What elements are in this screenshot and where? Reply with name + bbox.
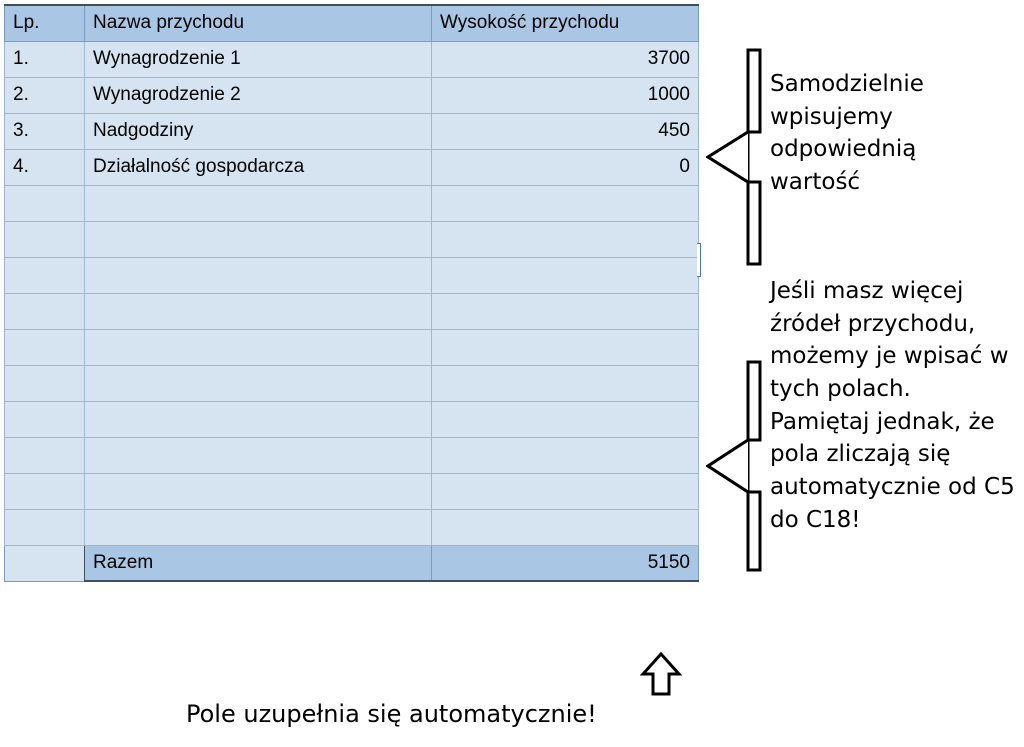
cell-lp[interactable]: 2. [5, 77, 85, 113]
cell-name[interactable] [85, 185, 432, 221]
cell-value[interactable] [432, 257, 699, 293]
total-cell-lp [5, 545, 85, 581]
total-value: 5150 [432, 545, 699, 581]
cell-value[interactable]: 0 [432, 149, 699, 185]
table-row[interactable] [5, 401, 699, 437]
cell-value[interactable] [432, 221, 699, 257]
cell-name[interactable] [85, 473, 432, 509]
annotation-side-text: Jeśli masz więcej źródeł przychodu, możemy je wpisać w tych polach. Pamiętaj jednak, że pola zliczają się automatycznie od C5 do C18! [770, 278, 1015, 533]
cell-name[interactable]: Wynagrodzenie 1 [85, 41, 432, 77]
cell-name[interactable] [85, 437, 432, 473]
table-row[interactable] [5, 293, 699, 329]
cell-value[interactable] [432, 293, 699, 329]
cell-lp[interactable] [5, 401, 85, 437]
cell-name[interactable]: Wynagrodzenie 2 [85, 77, 432, 113]
table-total-row[interactable] [5, 545, 699, 581]
cell-lp[interactable] [5, 437, 85, 473]
table-row[interactable] [5, 113, 699, 149]
table-row[interactable] [5, 221, 699, 257]
cell-value[interactable]: 450 [432, 113, 699, 149]
cell-name[interactable] [85, 509, 432, 545]
table-row[interactable] [5, 329, 699, 365]
table-row[interactable] [5, 41, 699, 77]
cell-lp[interactable] [5, 257, 85, 293]
cell-value[interactable] [432, 437, 699, 473]
cell-lp[interactable] [5, 185, 85, 221]
column-header-value: Wysokość przychodu [432, 5, 699, 41]
callout-arrow-side [706, 360, 762, 572]
table-row[interactable] [5, 509, 699, 545]
cell-lp[interactable]: 4. [5, 149, 85, 185]
cell-value[interactable]: 3700 [432, 41, 699, 77]
cell-name[interactable]: Działalność gospodarcza [85, 149, 432, 185]
cell-lp[interactable] [5, 293, 85, 329]
cell-name[interactable] [85, 257, 432, 293]
table-row[interactable] [5, 437, 699, 473]
cell-lp[interactable]: 3. [5, 113, 85, 149]
table-row[interactable] [5, 257, 699, 293]
table-row[interactable] [5, 473, 699, 509]
cell-lp[interactable] [5, 365, 85, 401]
cell-value[interactable]: 1000 [432, 77, 699, 113]
table-row[interactable] [5, 149, 699, 185]
cell-name[interactable] [85, 221, 432, 257]
cell-lp[interactable] [5, 329, 85, 365]
cell-lp[interactable] [5, 509, 85, 545]
income-table-body [5, 5, 699, 581]
column-header-name: Nazwa przychodu [85, 5, 432, 41]
cell-value[interactable] [432, 185, 699, 221]
callout-arrow-top [706, 48, 762, 266]
cell-value[interactable] [432, 509, 699, 545]
cell-value[interactable] [432, 329, 699, 365]
column-header-lp: Lp. [5, 5, 85, 41]
table-header-row [5, 5, 699, 41]
cell-value[interactable] [432, 473, 699, 509]
cell-value[interactable] [432, 365, 699, 401]
selected-cell-edge-marker [697, 243, 701, 277]
table-row[interactable] [5, 77, 699, 113]
table-row[interactable] [5, 185, 699, 221]
cell-lp[interactable] [5, 473, 85, 509]
annotation-top-text: Samodzielnie wpisujemy odpowiednią wartość [770, 71, 924, 195]
cell-value[interactable] [432, 401, 699, 437]
cell-name[interactable] [85, 401, 432, 437]
cell-name[interactable]: Nadgodziny [85, 113, 432, 149]
table-row[interactable] [5, 365, 699, 401]
income-table[interactable] [4, 4, 699, 582]
callout-arrow-up [640, 652, 682, 696]
total-label: Razem [85, 545, 432, 581]
cell-name[interactable] [85, 329, 432, 365]
cell-lp[interactable]: 1. [5, 41, 85, 77]
cell-lp[interactable] [5, 221, 85, 257]
annotation-bottom-text: Pole uzupełnia się automatycznie! [186, 700, 597, 728]
cell-name[interactable] [85, 293, 432, 329]
cell-name[interactable] [85, 365, 432, 401]
